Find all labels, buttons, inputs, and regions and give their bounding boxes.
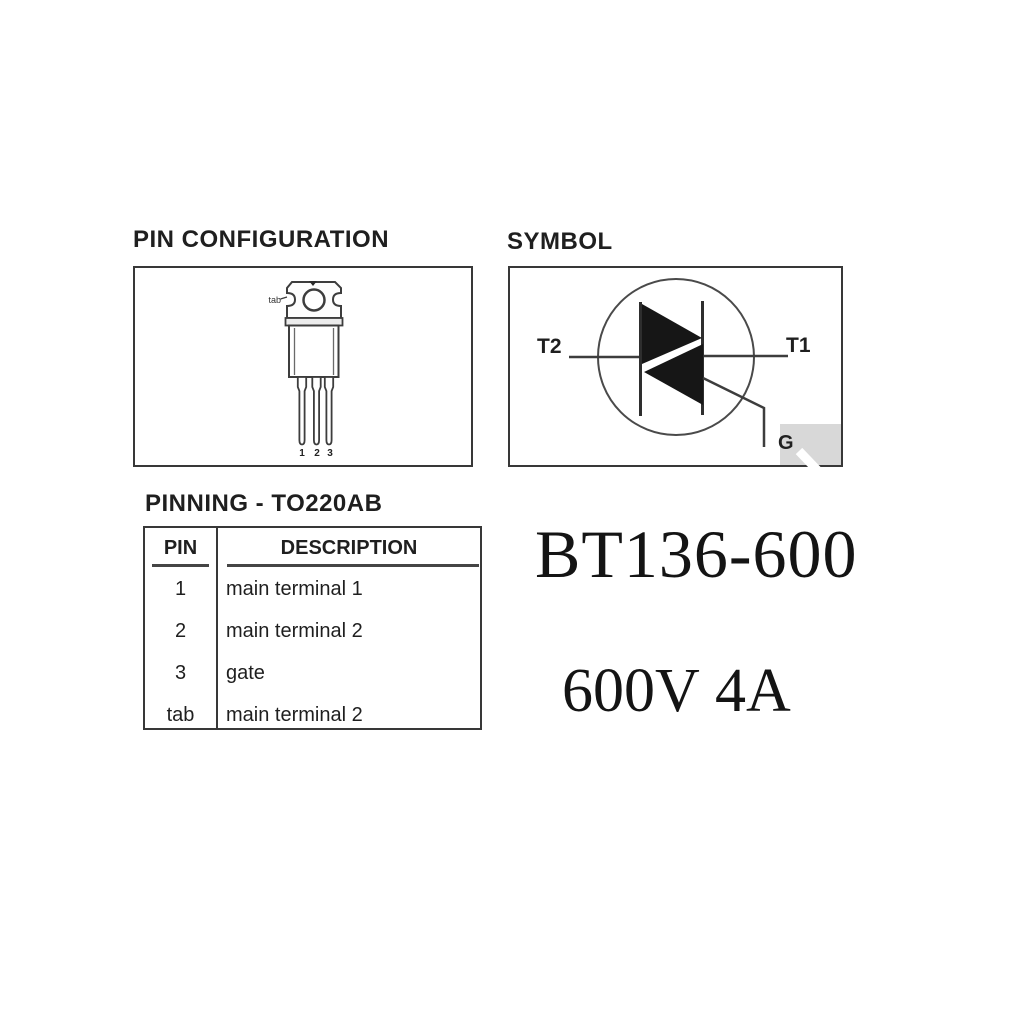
gate-lead-line xyxy=(703,378,764,447)
pin-cell: 2 xyxy=(174,620,187,642)
description-cell: main terminal 2 xyxy=(226,704,363,726)
package-leg-1 xyxy=(298,377,306,445)
pin-number-1: 1 xyxy=(299,448,305,459)
symbol-diagram xyxy=(508,266,843,476)
pin-cell: tab xyxy=(166,704,195,726)
part-number: BT136-600 xyxy=(535,516,858,592)
pin-configuration-heading: PIN CONFIGURATION xyxy=(133,226,390,253)
header-underline-description xyxy=(227,564,479,567)
voltage-rating: 600V xyxy=(562,657,700,725)
mounting-hole xyxy=(304,290,325,311)
header-underline-pin xyxy=(152,564,209,567)
pin-number-2: 2 xyxy=(314,448,320,459)
table-row xyxy=(145,662,480,684)
gate-label: G xyxy=(778,432,794,454)
table-row xyxy=(145,704,480,726)
table-row xyxy=(145,620,480,642)
pin-cell: 1 xyxy=(174,578,187,600)
pin-cell: 3 xyxy=(174,662,187,684)
table-row xyxy=(145,578,480,600)
package-body xyxy=(289,326,339,378)
terminal-label-t1: T1 xyxy=(786,334,811,357)
table-header-pin: PIN xyxy=(163,537,198,559)
description-cell: gate xyxy=(226,662,265,684)
tab-label: tab xyxy=(268,295,281,305)
package-leg-2 xyxy=(312,377,320,445)
pinning-heading: PINNING - TO220AB xyxy=(145,490,383,517)
package-ledge xyxy=(286,318,343,326)
description-cell: main terminal 2 xyxy=(226,620,363,642)
pin-configuration-diagram xyxy=(133,266,473,467)
description-cell: main terminal 1 xyxy=(226,578,363,600)
package-leg-3 xyxy=(325,377,333,445)
product-ratings xyxy=(562,657,882,730)
pin-number-3: 3 xyxy=(327,448,333,459)
terminal-label-t2: T2 xyxy=(537,335,562,358)
current-rating: 4A xyxy=(715,657,791,725)
symbol-heading: SYMBOL xyxy=(507,228,613,255)
table-header-description: DESCRIPTION xyxy=(280,537,418,559)
pinning-table xyxy=(143,526,482,730)
